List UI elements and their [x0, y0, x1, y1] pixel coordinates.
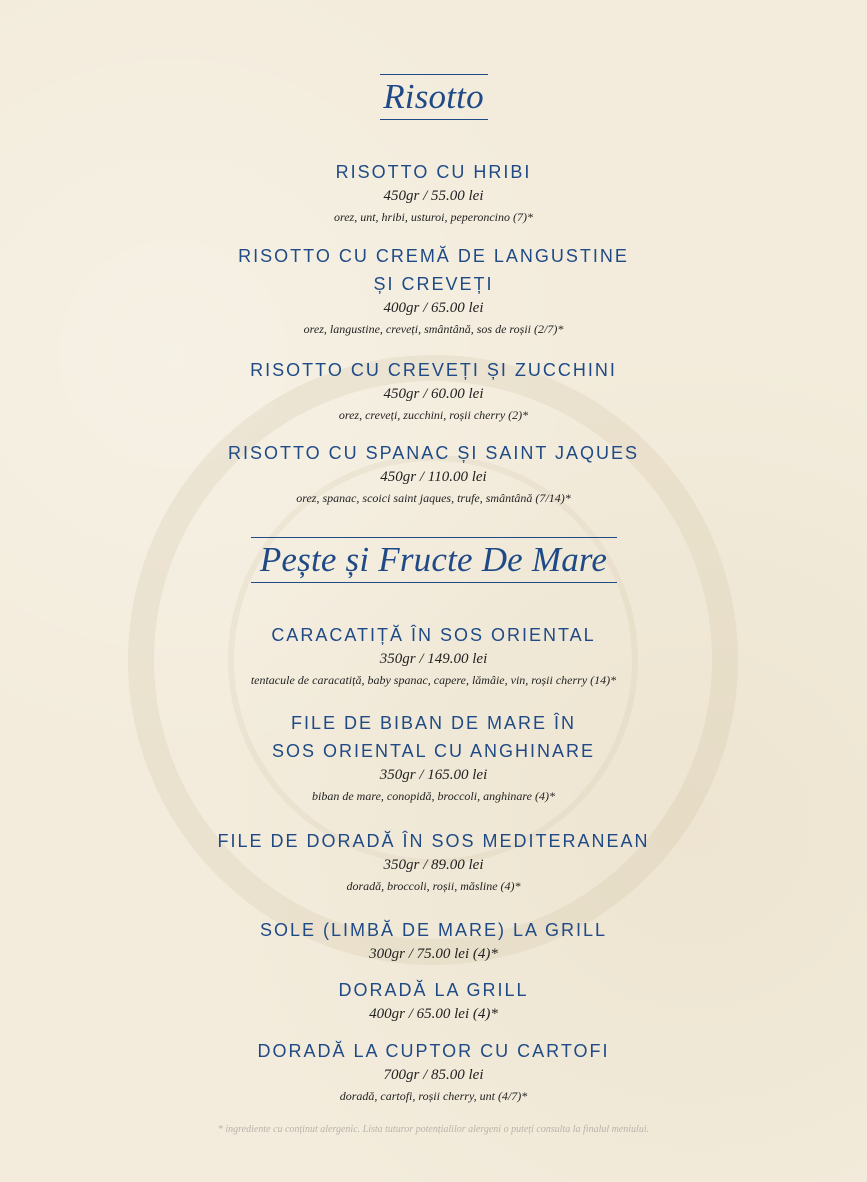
menu-item [0, 356, 867, 426]
section-title-seafood [0, 537, 867, 583]
item-price: 400gr / 65.00 lei (4)* [369, 1006, 498, 1022]
item-price: 450gr / 60.00 lei [383, 386, 484, 402]
menu-item [0, 916, 867, 964]
menu-item [0, 242, 867, 340]
item-name-line: RISOTTO CU CREMĂ DE LANGUSTINE [238, 246, 629, 266]
item-price: 350gr / 165.00 lei [379, 767, 488, 783]
section-title-risotto [0, 74, 867, 120]
item-name-line: ȘI CREVEȚI [373, 274, 494, 294]
item-name: SOLE (LIMBĂ DE MARE) LA GRILL [259, 920, 608, 940]
item-name: FILE DE DORADĂ ÎN SOS MEDITERANEAN [217, 831, 650, 851]
menu-item [0, 976, 867, 1024]
title-rule-bottom [251, 582, 617, 583]
item-name-line: SOS ORIENTAL CU ANGHINARE [271, 741, 596, 761]
title-rule-bottom [380, 119, 488, 120]
item-name: DORADĂ LA CUPTOR CU CARTOFI [257, 1041, 610, 1061]
item-description: tentacule de caracatiță, baby spanac, capere, lămâie, vin, roșii cherry (14)* [250, 673, 617, 687]
item-description: doradă, cartofi, roșii cherry, unt (4/7)* [339, 1089, 528, 1103]
allergen-footnote: * ingrediente cu conținut alergenic. Lista tuturor potențialilor alergeni o puteți consulta la finalul meniului. [217, 1124, 650, 1135]
item-price: 450gr / 55.00 lei [383, 188, 484, 204]
item-name: RISOTTO CU SPANAC ȘI SAINT JAQUES [227, 443, 640, 463]
item-name-line: FILE DE BIBAN DE MARE ÎN [290, 713, 577, 733]
item-price: 350gr / 89.00 lei [383, 857, 484, 873]
menu-item [0, 1037, 867, 1107]
menu-item [0, 158, 867, 228]
item-price: 300gr / 75.00 lei (4)* [369, 946, 498, 962]
menu-item [0, 439, 867, 509]
item-name: CARACATIȚĂ ÎN SOS ORIENTAL [271, 625, 596, 645]
item-name: RISOTTO CU CREVEȚI ȘI ZUCCHINI [250, 360, 617, 380]
item-name: RISOTTO CU HRIBI [335, 162, 532, 182]
item-price: 700gr / 85.00 lei [383, 1067, 484, 1083]
item-name: DORADĂ LA GRILL [338, 980, 529, 1000]
item-price: 400gr / 65.00 lei [383, 300, 484, 316]
item-description: biban de mare, conopidă, broccoli, anghinare (4)* [312, 789, 555, 803]
section-title-label: Pește și Fructe De Mare [259, 540, 608, 579]
item-description: orez, langustine, creveți, smântână, sos de roșii (2/7)* [303, 322, 564, 336]
item-description: orez, creveți, zucchini, roșii cherry (2)* [338, 408, 529, 422]
menu-item [0, 827, 867, 897]
item-price: 350gr / 149.00 lei [379, 651, 488, 667]
menu-item [0, 709, 867, 807]
item-price: 450gr / 110.00 lei [380, 469, 487, 485]
item-description: orez, spanac, scoici saint jaques, trufe, smântână (7/14)* [296, 491, 571, 505]
menu-item [0, 621, 867, 691]
item-description: orez, unt, hribi, usturoi, peperoncino (7)* [334, 210, 533, 224]
section-title-label: Risotto [383, 77, 484, 116]
item-description: doradă, broccoli, roșii, măsline (4)* [346, 879, 521, 893]
